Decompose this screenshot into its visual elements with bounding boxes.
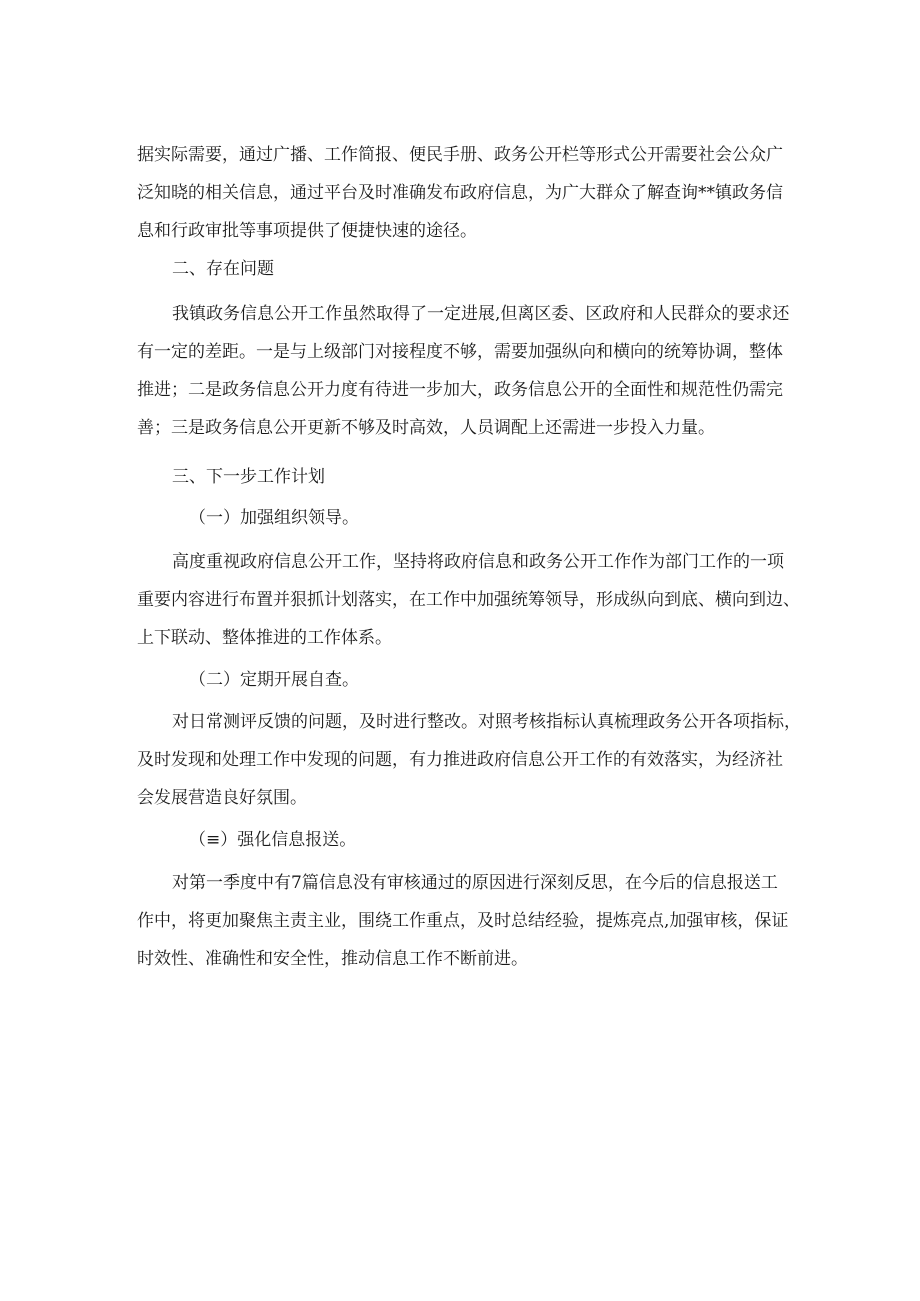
- paragraph-line: 高度重视政府信息公开工作，坚持将政府信息和政务公开工作作为部门工作的一项: [172, 552, 784, 572]
- paragraph-line: 据实际需要，通过广播、工作简报、便民手册、政务公开栏等形式公开需要社会公众广: [137, 145, 783, 165]
- paragraph-line: 会发展营造良好氛围。: [137, 788, 307, 808]
- subsection-heading: （二）定期开展自查。: [189, 670, 359, 690]
- paragraph-line: 我镇政务信息公开工作虽然取得了一定进展,但离区委、区政府和人民群众的要求还: [172, 304, 790, 324]
- section-heading: 三、下一步工作计划: [172, 467, 325, 487]
- section-heading: 二、存在问题: [172, 259, 274, 279]
- paragraph-line: 泛知晓的相关信息，通过平台及时准确发布政府信息，为广大群众了解查询**镇政务信: [137, 183, 783, 203]
- paragraph-line: 及时发现和处理工作中发现的问题，有力推进政府信息公开工作的有效落实，为经济社: [137, 750, 783, 770]
- paragraph-line: 对第一季度中有7篇信息没有审核通过的原因进行深刻反思，在今后的信息报送工: [172, 873, 778, 893]
- paragraph-line: 上下联动、整体推进的工作体系。: [137, 628, 392, 648]
- paragraph-line: 时效性、准确性和安全性，推动信息工作不断前进。: [137, 949, 528, 969]
- paragraph-line: 对日常测评反馈的问题，及时进行整改。对照考核指标认真梳理政务公开各项指标，: [172, 712, 801, 732]
- subsection-heading: （一）加强组织领导。: [189, 508, 359, 528]
- paragraph-line: 作中，将更加聚焦主责主业，围绕工作重点，及时总结经验，提炼亮点,加强审核，保证: [137, 911, 789, 931]
- subsection-heading: （≡）强化信息报送。: [189, 830, 357, 850]
- paragraph-line: 重要内容进行布置并狠抓计划落实，在工作中加强统筹领导，形成纵向到底、横向到边、: [137, 590, 800, 610]
- paragraph-line: 善；三是政务信息公开更新不够及时高效，人员调配上还需进一步投入力量。: [137, 418, 715, 438]
- paragraph-line: 推进；二是政务信息公开力度有待进一步加大，政务信息公开的全面性和规范性仍需完: [137, 380, 783, 400]
- paragraph-line: 有一定的差距。一是与上级部门对接程度不够，需要加强纵向和横向的统筹协调，整体: [137, 342, 783, 362]
- paragraph-line: 息和行政审批等事项提供了便捷快速的途径。: [137, 221, 477, 241]
